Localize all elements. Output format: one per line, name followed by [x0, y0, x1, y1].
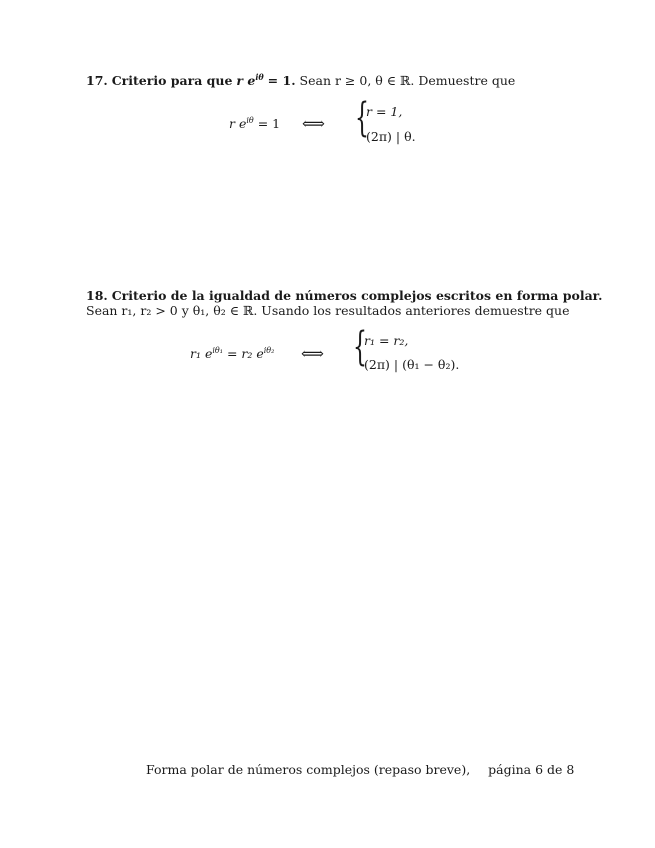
problem-18-iff-arrow: ⟺ — [301, 344, 324, 363]
problem-17-heading — [86, 72, 515, 89]
problem-17-brace: { — [355, 95, 369, 141]
problem-18-case-2: (2π) | (θ₁ − θ₂). — [364, 357, 460, 372]
problem-18-brace: { — [353, 324, 367, 370]
problem-17-case-2: (2π) | θ. — [366, 129, 416, 144]
problem-17-number: 17. — [86, 73, 108, 88]
problem-17-intro: Sean r ≥ 0, θ ∈ ℝ. Demuestre que — [299, 73, 516, 88]
problem-17-title-tail: = 1. — [267, 73, 296, 88]
problem-18-title: Criterio de la igualdad de números complejos escritos en forma polar. — [111, 288, 603, 303]
problem-17-equation-lhs: r $e^{i\theta} = 1$ — [229, 115, 281, 131]
page-footer — [146, 762, 574, 777]
problem-17-title-math: r $e^{i\theta}$ — [236, 71, 264, 88]
problem-17-case-1: r = 1, — [366, 104, 403, 119]
problem-18-equation-lhs: r₁ $e^{i\theta_1} = r_2$ $e^{i\theta_2}$ — [190, 345, 275, 361]
footer-page-number: página 6 de 8 — [488, 762, 575, 777]
problem-17-iff-arrow: ⟺ — [302, 114, 325, 133]
problem-18-number: 18. — [86, 288, 108, 303]
problem-18-case-1: r₁ = r₂, — [364, 333, 409, 348]
problem-17-title: Criterio para que — [111, 73, 233, 88]
footer-text: Forma polar de números complejos (repaso breve), — [146, 762, 471, 777]
problem-18-intro: Sean r₁, r₂ > 0 y θ₁, θ₂ ∈ ℝ. Usando los resultados anteriores demuestre que — [86, 303, 570, 318]
